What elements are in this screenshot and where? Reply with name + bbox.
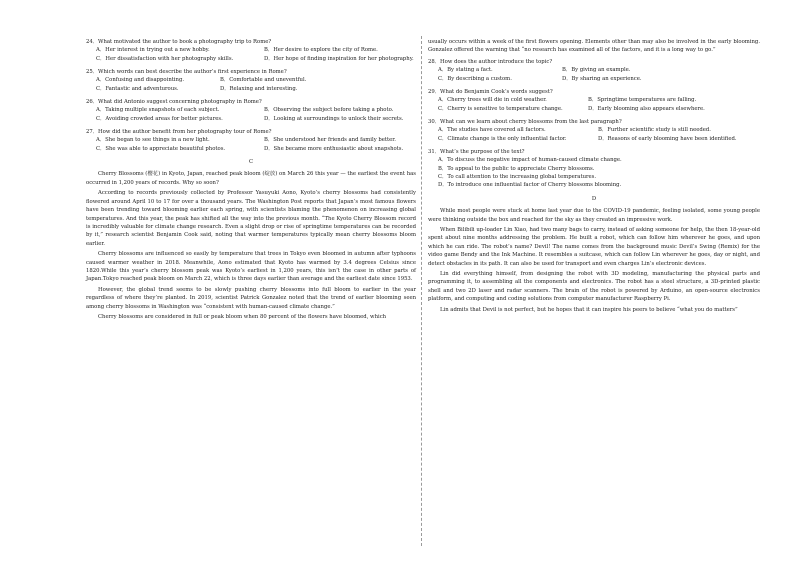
question-stem: 30．What can we learn about cherry blossoms from the last paragraph? [428,118,622,125]
option-b: B．Comfortable and uneventful. [220,77,307,84]
column-divider [421,36,422,546]
passage-paragraph: While most people were stuck at home last year due to the COVID-19 pandemic, feeling isolated, some young people were thinking outside the box and reached for the sky as they created an impressive work. [428,208,760,223]
option-d: D．Her hope of finding inspiration for her photography. [264,55,414,62]
left-column [86,38,416,323]
option-a: A．She began to see things in a new light. [96,137,210,144]
question-25 [86,68,416,93]
passage-paragraph: Cherry Blossoms (樱花) in Kyoto, Japan, reached peak bloom (绽放) on March 26 this year — the earliest the event has occurred in 1,200 years of records. Why so soon? [86,171,416,186]
question-stem: 29．What do Benjamin Cook’s words suggest? [428,88,553,95]
question-29 [428,88,760,113]
passage-paragraph: When Bilibili up-loader Lin Xiao, had two many bags to carry, instead of asking someone for help, the then 18-year-old spent about nine months addressing the problem. He built a robot, which can follow him wherever he goes, and upon which he can ride. The robot’s name? Devil! The name comes from the background music Devil’s Swing (Remix) for the video game Bendy and the Ink Machine. It resembles a suitcase, which can follow Lin wherever he goes, day or night, and detect obstacles in its path. It can also be used for transport and even charges Lin’s electronic devices. [428,226,760,267]
passage-paragraph: Cherry blossoms are influenced so easily by temperature that trees in Tokyo even bloomed in autumn after typhoons caused warmer weather in 2018. Meanwhile, Aono estimated that Kyoto has warmed by 3.4 degrees Celsius since 1820.While this year’s cherry blossom peak was Kyoto’s earliest in 1,200 years, this isn’t the case in other parts of Japan.Tokyo reached peak bloom on March 22, which is three days earlier than average and the earliest date since 1953. [86,251,416,283]
option-a: A．Taking multiple snapshots of each subject. [96,107,220,114]
section-heading-d: D [591,195,597,202]
option-b: B．Further scientific study is still needed. [598,127,711,134]
option-b: B．Observing the subject before taking a photo. [264,107,394,114]
question-24 [86,38,416,63]
question-26 [86,98,416,123]
right-column [428,38,760,316]
option-b: B．She understood her friends and family better. [264,137,396,144]
option-d: D．By sharing an experience. [562,75,642,82]
option-d: D．She became more enthusiastic about snapshots. [264,145,404,152]
passage-paragraph: Lin did everything himself, from designing the robot with 3D modeling, manufacturing the physical parts and programming it, to assembling all the components and electronics. The robot has a steel structure, a 3D-printed plastic shell and two 2D laser and radar scanners. The brain of the robot is powered by Arduino, an open-source electronics platform, and computing and coding solutions from computer manufacturer Raspberry Pi. [428,270,760,303]
question-stem: 27．How did the author benefit from her photography tour of Rome? [86,129,272,136]
option-d: D．Early blooming also appears elsewhere. [588,105,705,112]
option-d: D．Relaxing and interesting. [220,85,298,92]
option-a: A．Cherry trees will die in cold weather. [438,97,547,104]
option-c: C．Climate change is the only influential factor. [438,135,567,142]
option-c: C．She was able to appreciate beautiful photos. [96,145,226,152]
option-c: C．Avoiding crowded areas for better pictures. [96,115,223,122]
passage-paragraph: According to records previously collected by Professor Yasuyuki Aono, Kyoto’s cherry blossoms had consistently flowered around April 10 to 17 for over a thousand years. The Washington Post reports that Japan’s most famous flowers have been trending toward blooming earlier each spring, with scientists blaming the phenomenon on increasing global temperatures. And this year, the peak has shifted all the way into the previous month. “The Kyoto Cherry Blossom record is incredibly valuable for climate change research. Even a slight drop or rise of springtime temperatures can be recorded by it,” research scientist Benjamin Cook said, noting that warmer temperatures typically mean cherry blossoms bloom earlier. [86,190,416,247]
passage-paragraph: Lin admits that Devil is not perfect, but he hopes that it can inspire his peers to believe “what you do matters” [440,306,738,313]
passage-paragraph: Cherry blossoms are considered in full or peak bloom when 80 percent of the flowers have bloomed, which [98,313,387,320]
question-30 [428,118,760,143]
section-heading-c: C [248,159,254,166]
question-31 [428,148,760,190]
option-c: C．Fantastic and adventurous. [96,85,179,92]
option-a: A．Confusing and disappointing. [96,77,185,84]
question-stem: 31．What’s the purpose of the text? [428,148,525,155]
option-a: A．The studies have covered all factors. [438,127,546,134]
option-b: B．Her desire to explore the city of Rome. [264,47,378,54]
option-d: D．Reasons of early blooming have been identified. [598,135,737,142]
question-28 [428,58,760,83]
option-a: A．Her interest in trying out a new hobby. [96,47,210,54]
option-c: C．By describing a custom. [438,75,512,82]
option-b: B．Springtime temperatures are falling. [588,97,697,104]
option-c: C．Cherry is sensitive to temperature change. [438,105,563,112]
question-stem: 28．How does the author introduce the topic? [428,58,553,65]
question-27 [86,128,416,153]
question-stem: 24．What motivated the author to book a photography trip to Rome? [86,39,272,45]
option-b: B．By giving an example. [562,67,631,74]
option-a: A．By stating a fact. [438,67,493,74]
option-d: D．To introduce one influential factor of Cherry blossoms blooming. [438,182,622,189]
passage-continuation: usually occurs within a week of the first flowers opening. Elements other than may also be involved in the early blooming. Gonzalez offered the warning that “no research has examined all of the factors, and it is a long way to go.” [428,39,760,54]
question-stem: 26．What did Antonio suggest concerning photography in Rome? [86,99,262,106]
question-stem: 25．Which words can best describe the author’s first experience in Rome? [86,69,287,76]
option-c: C．To call attention to the increasing global temperatures. [438,174,597,181]
option-b: B．To appeal to the public to appreciate Cherry blossoms. [438,165,595,172]
option-a: A．To discuss the negative impact of human-caused climate change. [438,157,622,164]
option-d: D．Looking at surroundings to unlock their secrets. [264,115,404,122]
passage-paragraph: However, the global trend seems to be slowly pushing cherry blossoms into full bloom to earlier in the year regardless of where they’re planted. In 2019, scientist Patrick Gonzalez noted that the trend of earlier blooming seen among cherry blossoms in Washington was “consistent with human-caused climate change.” [86,286,416,310]
option-c: C．Her dissatisfaction with her photography skills. [96,55,234,62]
